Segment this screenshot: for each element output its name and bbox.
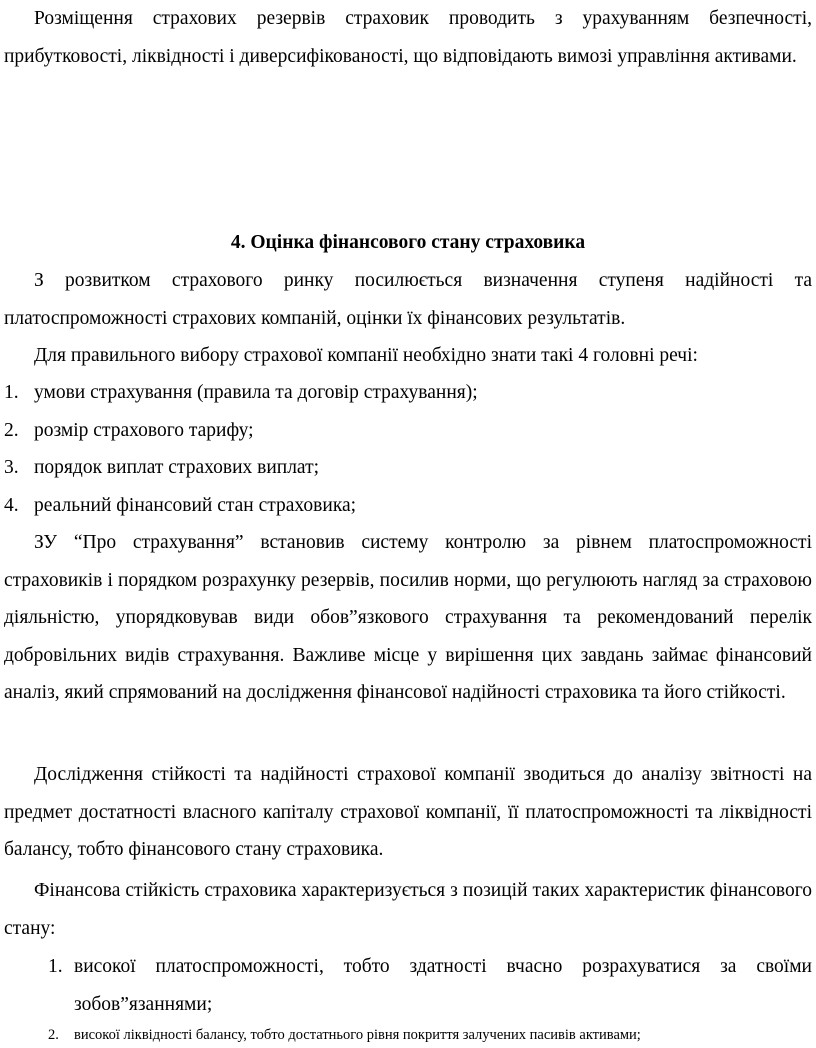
- list-item-text: реальний фінансовий стан страховика;: [34, 494, 357, 516]
- choice-list: [4, 374, 812, 524]
- list-item: [48, 1022, 812, 1048]
- list-item-number: 4.: [4, 494, 19, 516]
- list-item: [48, 948, 812, 1023]
- list-item-number: 1.: [4, 382, 19, 403]
- list-item-text: умови страхування (правила та договір страхування);: [34, 382, 478, 403]
- list-item: [4, 374, 812, 412]
- list-item: [4, 449, 812, 487]
- section-heading: 4. Оцінка фінансового стану страховика: [230, 232, 586, 253]
- list-item-number: 2.: [48, 1027, 59, 1043]
- list-item-text: високої платоспроможності, тобто здатності вчасно розрахуватися за своїми зобов”язаннями;: [74, 956, 812, 1015]
- list-item-number: 3.: [4, 457, 19, 478]
- list-item-text: розмір страхового тарифу;: [34, 419, 254, 441]
- paragraph-financial-stability: Фінансова стійкість страховика характеризується з позицій таких характеристик фінансового стану:: [4, 880, 812, 939]
- paragraph-insurance-law: ЗУ “Про страхування” встановив систему контролю за рівнем платоспроможності страховиків і порядком розрахунку резервів, посилив норми, що регулюють нагляд за страховою діяльністю, упорядковував види обов”язкового страхування та рекомендований перелік добровільних видів страхування. Важливе місце у вирішення цих завдань займає фінансовий аналіз, який спрямований на дослідження фінансової надійності страховика та його стійкості.: [4, 532, 812, 703]
- list-item-number: 2.: [4, 419, 19, 441]
- paragraph-company-choice: Для правильного вибору страхової компанії необхідно знати такі 4 головні речі:: [34, 345, 698, 366]
- list-item: [4, 412, 812, 450]
- list-item-text: високої ліквідності балансу, тобто достатнього рівня покриття залучених пасивів активами;: [74, 1027, 641, 1043]
- stability-list: [48, 948, 812, 1023]
- list-item-number: 1.: [48, 956, 63, 977]
- list-item-text: порядок виплат страхових виплат;: [34, 457, 320, 478]
- list-item: [4, 487, 812, 525]
- stability-list-continued: [48, 1022, 812, 1048]
- paragraph-reserves-placement: Розміщення страхових резервів страховик проводить з урахуванням безпечності, прибутковості, ліквідності і диверсифікованості, що відповідають вимозі управління активами.: [4, 8, 812, 67]
- paragraph-market-development: З розвитком страхового ринку посилюється визначення ступеня надійності та платоспроможності страхових компаній, оцінки їх фінансових результатів.: [4, 270, 812, 329]
- paragraph-stability-research: Дослідження стійкості та надійності страхової компанії зводиться до аналізу звітності на предмет достатності власного капіталу страхової компанії, її платоспроможності та ліквідності балансу, тобто фінансового стану страховика.: [4, 764, 812, 860]
